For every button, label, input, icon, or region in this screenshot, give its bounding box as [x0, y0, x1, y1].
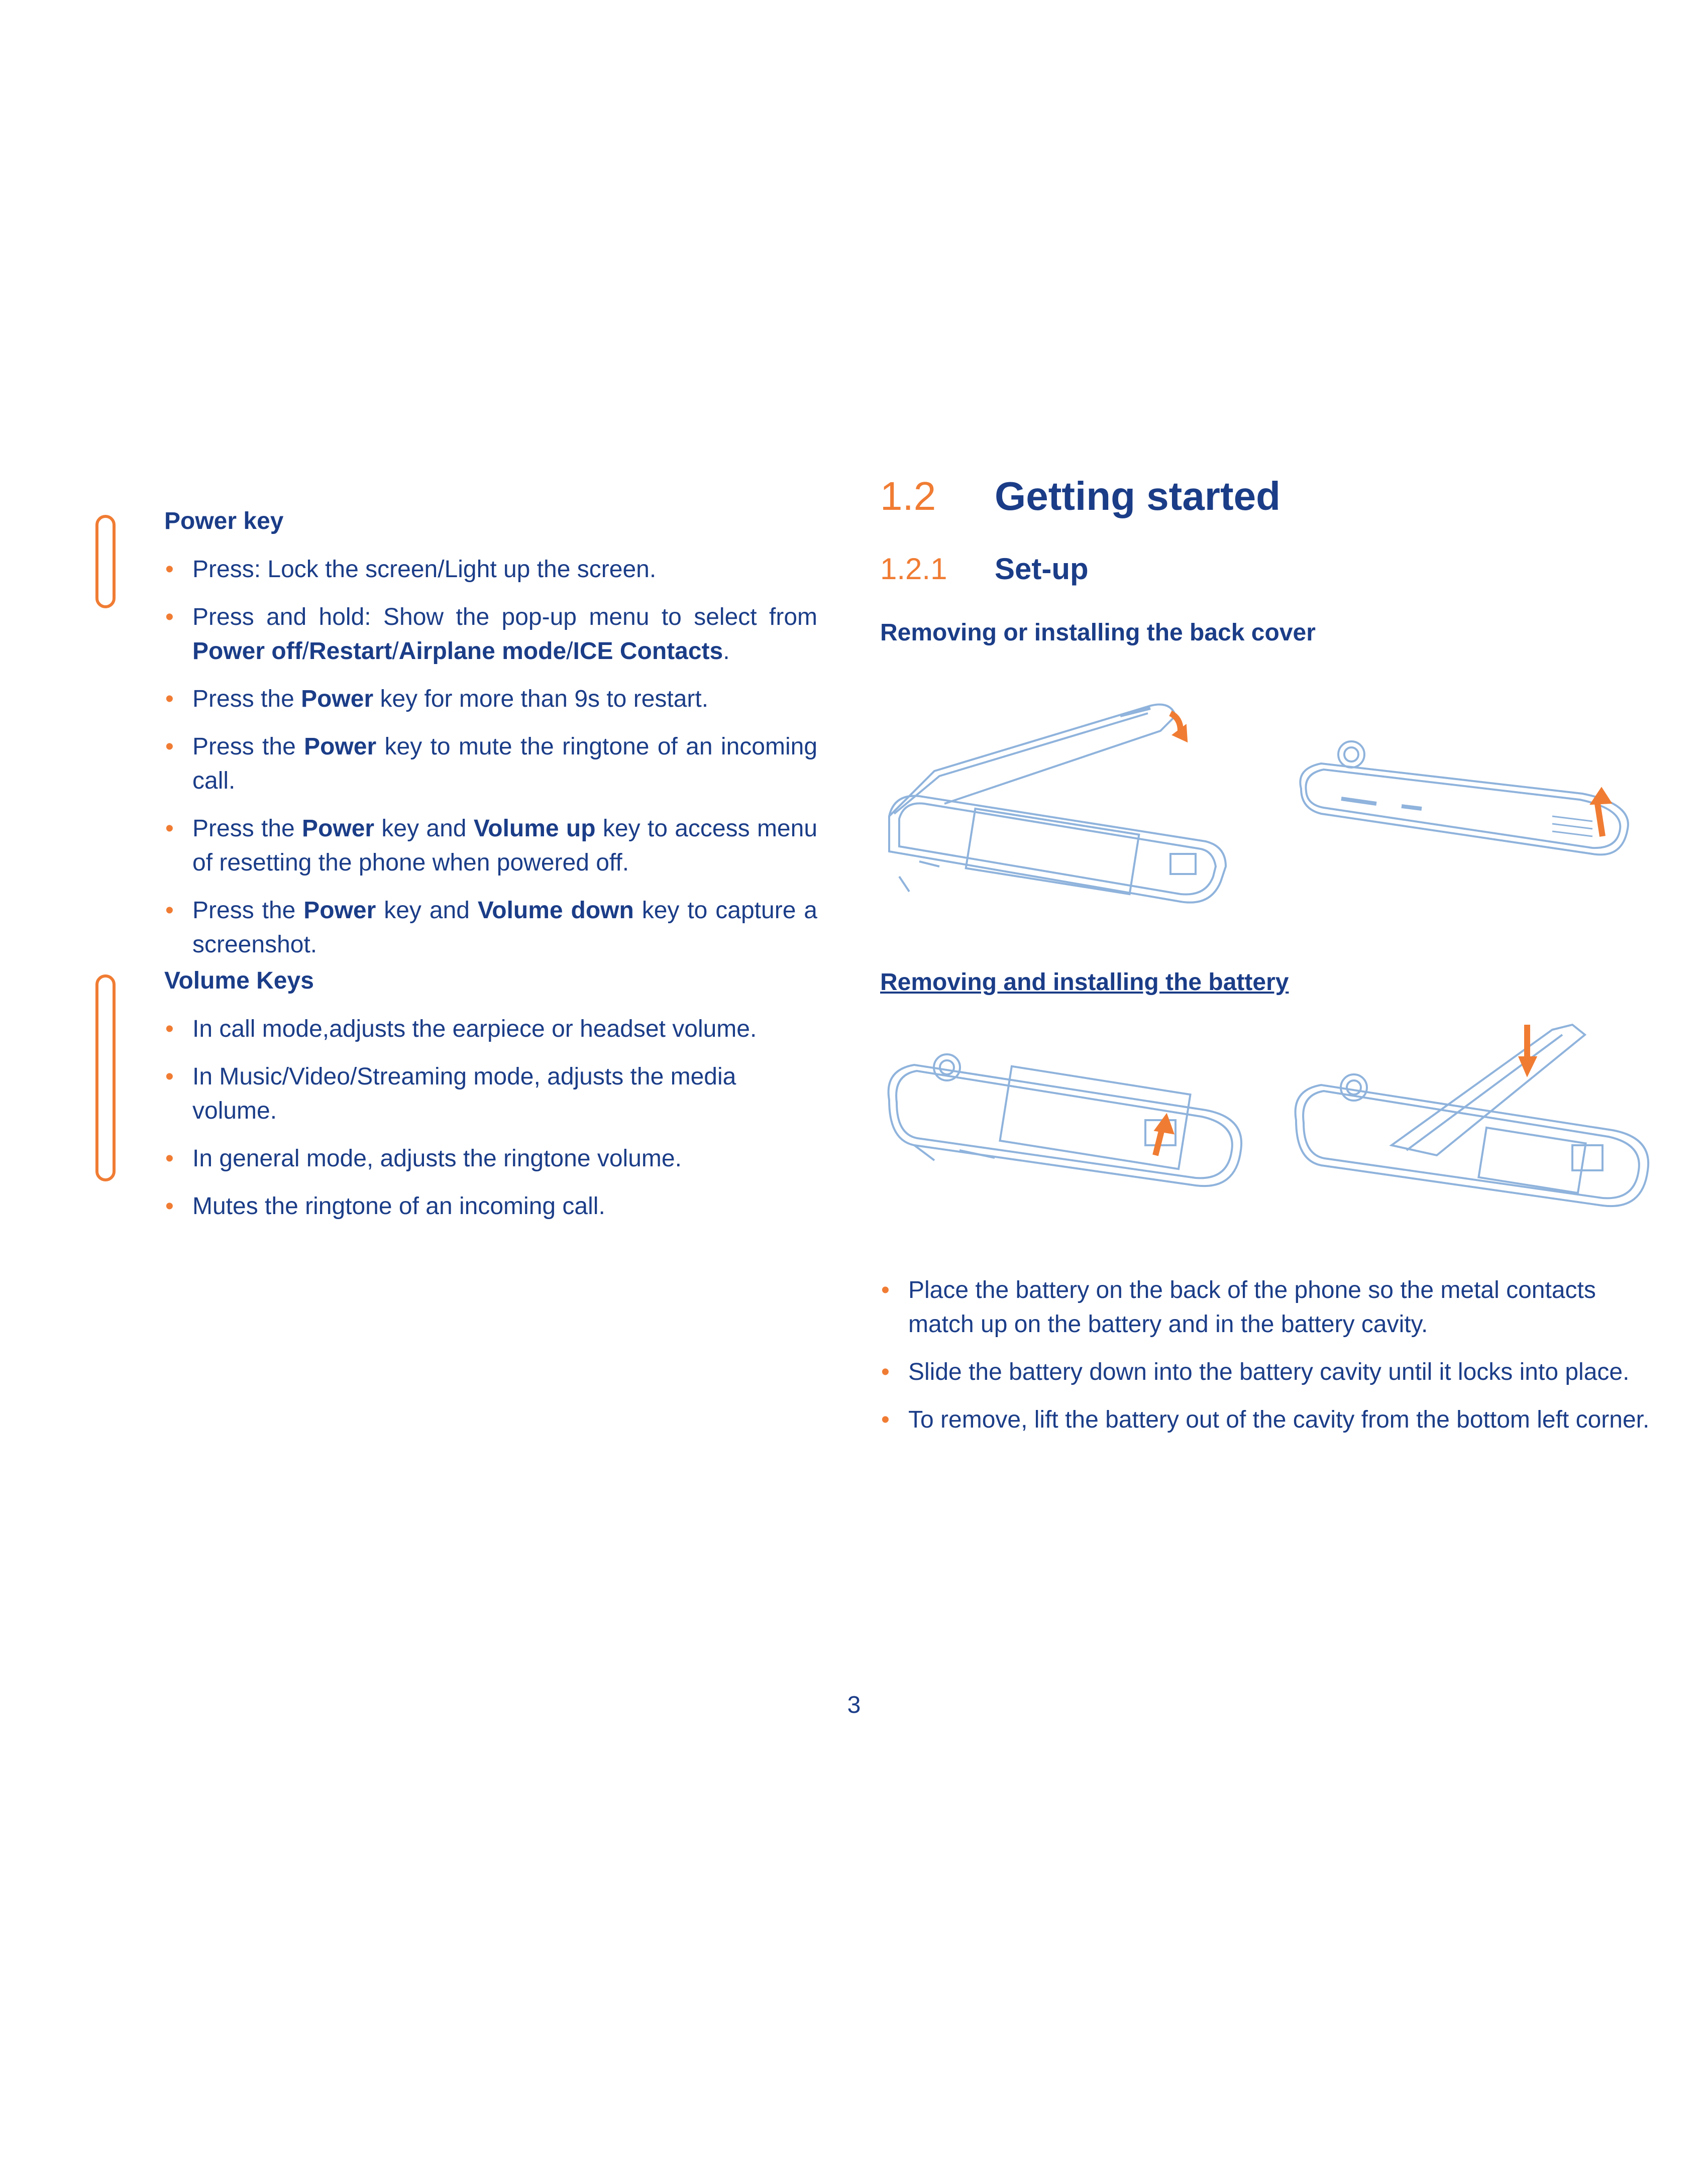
remove-back-cover-illustration — [879, 696, 1231, 917]
list-item — [164, 1142, 817, 1176]
text-run: Press: Lock the screen/Light up the screen. — [192, 556, 657, 583]
list-item — [164, 682, 817, 716]
text-run: key to capture a screenshot. — [192, 897, 817, 958]
bold-term: Restart — [309, 638, 392, 665]
text-run: Press the — [192, 897, 304, 924]
battery-heading: Removing and installing the battery — [880, 969, 1289, 996]
text-run: / — [302, 638, 309, 665]
list-item — [880, 1355, 1664, 1389]
power-key-list — [164, 553, 817, 975]
volume-keys-title: Volume Keys — [164, 967, 314, 994]
battery-in-cavity-illustration — [884, 1035, 1246, 1216]
section-number: 1.2 — [880, 474, 936, 518]
bold-term: Power — [302, 815, 375, 842]
text-run: Press the — [192, 686, 301, 712]
phone-back-illustration — [1291, 728, 1643, 869]
section-title: Getting started — [995, 474, 1280, 518]
text-run: Mutes the ringtone of an incoming call. — [192, 1193, 605, 1220]
volume-keys-outline-icon — [95, 974, 116, 1181]
battery-instructions-list — [880, 1273, 1664, 1451]
bold-term: Power — [301, 686, 374, 712]
text-run: key and — [374, 815, 474, 842]
power-key-title: Power key — [164, 508, 284, 534]
back-cover-heading: Removing or installing the back cover — [880, 619, 1316, 646]
list-item — [164, 1012, 817, 1046]
bold-term: Airplane mode — [398, 638, 567, 665]
bold-term: ICE Contacts — [573, 638, 723, 665]
list-item — [164, 600, 817, 669]
text-run: key and — [376, 897, 478, 924]
text-run: In general mode, adjusts the ringtone volume. — [192, 1145, 682, 1172]
text-run: Press the — [192, 815, 302, 842]
bold-term: Volume up — [473, 815, 596, 842]
page-number: 3 — [847, 1692, 861, 1718]
text-run: key to mute the ringtone of an incoming call. — [192, 733, 818, 794]
power-key-outline-icon — [95, 515, 116, 608]
text-run: Slide the battery down into the battery cavity until it locks into place. — [908, 1359, 1630, 1385]
bold-term: Power off — [192, 638, 302, 665]
subsection-number: 1.2.1 — [880, 552, 947, 586]
text-run: In call mode,adjusts the earpiece or headset volume. — [192, 1016, 757, 1042]
list-item — [880, 1403, 1664, 1437]
list-item — [880, 1273, 1664, 1342]
bold-term: Volume down — [477, 897, 634, 924]
list-item — [164, 812, 817, 880]
bold-term: Power — [304, 733, 377, 760]
section-heading — [880, 473, 1280, 519]
text-run: key for more than 9s to restart. — [373, 686, 709, 712]
text-run: In Music/Video/Streaming mode, adjusts the media volume. — [192, 1063, 736, 1124]
list-item — [164, 894, 817, 962]
subsection-title: Set-up — [995, 552, 1089, 586]
text-run: / — [392, 638, 399, 665]
text-run: / — [566, 638, 573, 665]
subsection-heading — [880, 552, 1089, 586]
removing-battery-illustration — [1291, 1020, 1653, 1231]
text-run: . — [723, 638, 730, 665]
volume-keys-list — [164, 1012, 817, 1237]
list-item — [164, 1060, 817, 1128]
text-run: To remove, lift the battery out of the cavity from the bottom left corner. — [908, 1406, 1650, 1433]
text-run: key to access menu of resetting the phone when powered off. — [192, 815, 818, 876]
text-run: Press the — [192, 733, 304, 760]
list-item — [164, 730, 817, 798]
list-item — [164, 1189, 817, 1224]
text-run: Press and hold: Show the pop-up menu to select from — [192, 604, 817, 630]
list-item — [164, 553, 817, 587]
text-run: Place the battery on the back of the phone so the metal contacts match up on the battery and in the battery cavity. — [908, 1277, 1596, 1338]
bold-term: Power — [303, 897, 376, 924]
